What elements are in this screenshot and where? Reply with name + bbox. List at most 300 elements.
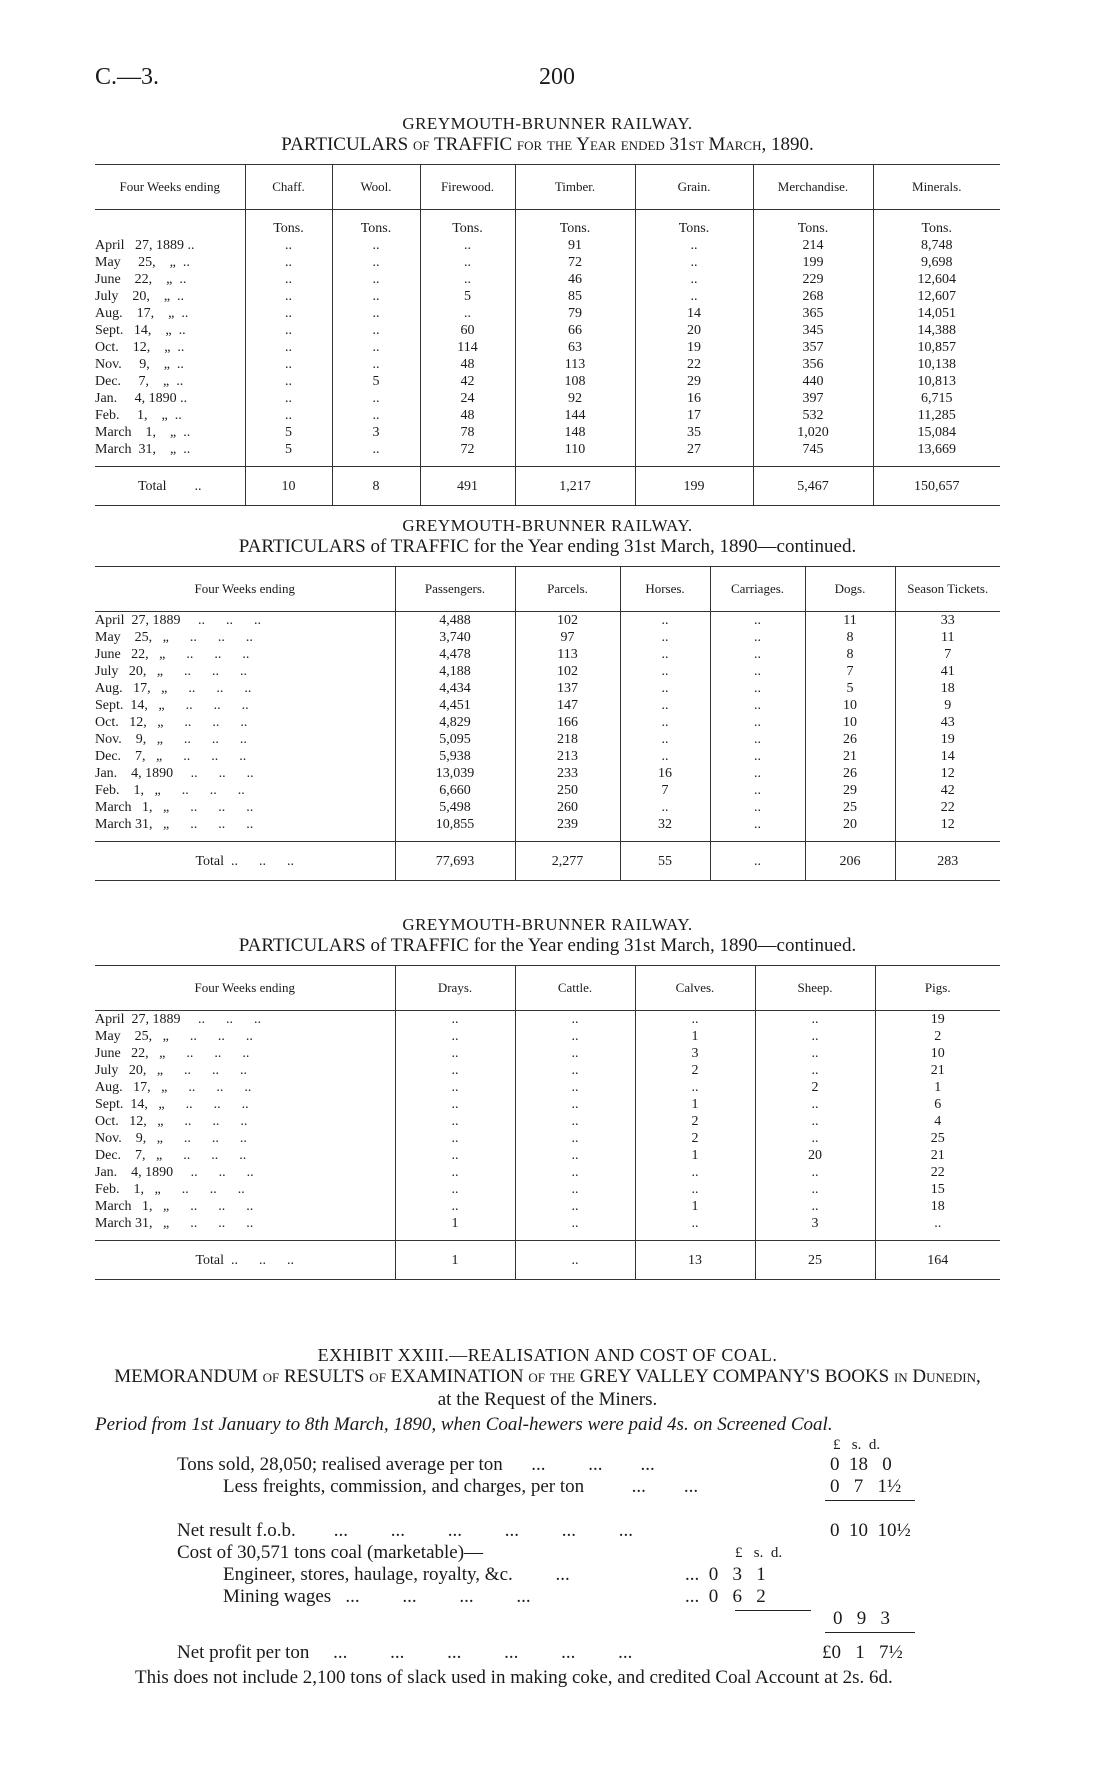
table-cell: 41	[895, 663, 1000, 680]
row-label: Nov. 9, „ .. .. ..	[95, 1131, 247, 1146]
row-label: Jan. 4, 1890 ..	[95, 391, 188, 406]
row-label: March 1, „ .. .. ..	[95, 800, 254, 815]
table-cell: 6,660	[395, 782, 515, 799]
coal-account	[95, 1436, 1000, 1666]
table-cell: ..	[395, 1164, 515, 1181]
table-cell: ..	[755, 1181, 875, 1198]
table-row	[95, 390, 1000, 407]
table2-subtitle: PARTICULARS of TRAFFIC for the Year ending 31st March, 1890—continued.	[238, 536, 857, 557]
table-row	[95, 1028, 1000, 1045]
column-header: Four Weeks ending	[95, 966, 395, 1011]
table-cell: ..	[332, 305, 420, 322]
table-row	[95, 1062, 1000, 1079]
table-cell: 268	[753, 288, 873, 305]
table-cell: ..	[420, 305, 515, 322]
table-cell: 14,051	[873, 305, 1000, 322]
table-cell: ..	[245, 373, 332, 390]
table-cell: ..	[332, 288, 420, 305]
table-cell: 166	[515, 714, 620, 731]
memo-line-1: MEMORANDUM of RESULTS of EXAMINATION of the GREY VALLEY COMPANY'S BOOKS in Dunedin,	[114, 1366, 981, 1387]
table-cell: 26	[805, 765, 895, 782]
table-cell: 66	[515, 322, 635, 339]
total-cell: 283	[895, 842, 1000, 881]
table-cell: 147	[515, 697, 620, 714]
table-cell: 29	[635, 373, 753, 390]
table-cell: 108	[515, 373, 635, 390]
page-number: 200	[539, 64, 575, 90]
table-cell: ..	[635, 1215, 755, 1241]
column-header: Minerals.	[873, 165, 1000, 210]
total-cell: 1,217	[515, 467, 635, 506]
table-cell: ..	[515, 1045, 635, 1062]
table-row	[95, 1113, 1000, 1130]
table-cell: 745	[753, 441, 873, 467]
table-cell: 3	[635, 1045, 755, 1062]
column-header: Merchandise.	[753, 165, 873, 210]
table-cell: 7	[620, 782, 710, 799]
table-cell: ..	[755, 1164, 875, 1181]
table-cell: 79	[515, 305, 635, 322]
table-cell: 5	[332, 373, 420, 390]
table-cell: 345	[753, 322, 873, 339]
table-cell: 2	[875, 1028, 1000, 1045]
table-cell: 5	[245, 424, 332, 441]
exhibit-title: EXHIBIT XXIII.—REALISATION AND COST OF COAL.	[317, 1345, 778, 1365]
column-header: Grain.	[635, 165, 753, 210]
row-label: July 20, „ .. .. ..	[95, 1063, 248, 1078]
table-row	[95, 1130, 1000, 1147]
table-row	[95, 322, 1000, 339]
table-cell: 1	[395, 1215, 515, 1241]
table-cell: 21	[805, 748, 895, 765]
total-cell: 55	[620, 842, 710, 881]
table-cell: ..	[710, 697, 805, 714]
table-cell: 5	[245, 441, 332, 467]
table-cell: ..	[245, 271, 332, 288]
table-cell: ..	[395, 1181, 515, 1198]
line-engineer: Engineer, stores, haulage, royalty, &c. ...	[223, 1564, 570, 1585]
amount-net-profit: £0 1 7½	[822, 1642, 903, 1663]
table-cell: ..	[515, 1028, 635, 1045]
table-cell: 5,095	[395, 731, 515, 748]
traffic-section-2	[95, 516, 1000, 881]
memo-line-2: at the Request of the Miners.	[437, 1389, 658, 1410]
table-cell: ..	[620, 680, 710, 697]
table-cell: ..	[395, 1028, 515, 1045]
table-row	[95, 254, 1000, 271]
table-cell: 4,451	[395, 697, 515, 714]
table3-title: GREYMOUTH-BRUNNER RAILWAY.	[402, 915, 693, 934]
row-label: June 22, „ ..	[95, 272, 187, 287]
row-label: July 20, „ .. .. ..	[95, 664, 248, 679]
table-cell: 63	[515, 339, 635, 356]
table-row	[95, 646, 1000, 663]
units-cell: Tons.	[873, 210, 1000, 238]
table2-body	[95, 612, 1000, 881]
table-cell: ..	[710, 799, 805, 816]
table-cell: ..	[620, 629, 710, 646]
table-cell: ..	[755, 1045, 875, 1062]
table-cell: 3,740	[395, 629, 515, 646]
column-header: Calves.	[635, 966, 755, 1011]
table3-subtitle: PARTICULARS of TRAFFIC for the Year ending 31st March, 1890—continued.	[238, 935, 857, 956]
table-cell: 24	[420, 390, 515, 407]
table-cell: 19	[635, 339, 753, 356]
table-row	[95, 1045, 1000, 1062]
row-label: Aug. 17, „ ..	[95, 306, 189, 321]
column-header: Horses.	[620, 567, 710, 612]
table-cell: 43	[895, 714, 1000, 731]
table-row	[95, 612, 1000, 630]
table-row	[95, 1164, 1000, 1181]
total-cell: 1	[395, 1241, 515, 1280]
amount-net-fob: 0 10 10½	[830, 1520, 911, 1541]
table-cell: ..	[710, 680, 805, 697]
row-label: March 31, „ .. .. ..	[95, 1216, 254, 1231]
table-cell: ..	[635, 1181, 755, 1198]
sum-rule	[825, 1500, 915, 1501]
table-cell: 22	[895, 799, 1000, 816]
total-row	[95, 1241, 1000, 1280]
table-cell: ..	[395, 1096, 515, 1113]
table-row	[95, 629, 1000, 646]
row-label: May 25, „ ..	[95, 255, 190, 270]
table-cell: 10	[805, 714, 895, 731]
table-cell: ..	[515, 1130, 635, 1147]
table-cell: 397	[753, 390, 873, 407]
total-row	[95, 467, 1000, 506]
table-row	[95, 1079, 1000, 1096]
table-cell: 144	[515, 407, 635, 424]
column-header: Chaff.	[245, 165, 332, 210]
table-row	[95, 271, 1000, 288]
table-cell: 213	[515, 748, 620, 765]
table-cell: 25	[875, 1130, 1000, 1147]
table-cell: 4,434	[395, 680, 515, 697]
table-cell: ..	[515, 1147, 635, 1164]
table-cell: 218	[515, 731, 620, 748]
table-cell: ..	[245, 356, 332, 373]
table-cell: ..	[395, 1198, 515, 1215]
row-label: Dec. 7, „ .. .. ..	[95, 749, 247, 764]
amount-tons-sold: 0 18 0	[830, 1454, 892, 1475]
table-cell: 12	[895, 765, 1000, 782]
table-row	[95, 663, 1000, 680]
line-cost: Cost of 30,571 tons coal (marketable)—	[177, 1542, 484, 1563]
table-cell: 113	[515, 646, 620, 663]
table-cell: 239	[515, 816, 620, 842]
table-row	[95, 441, 1000, 467]
column-header: Drays.	[395, 966, 515, 1011]
table-cell: 48	[420, 356, 515, 373]
table-cell: ..	[620, 612, 710, 630]
table-cell: 7	[895, 646, 1000, 663]
table-cell: ..	[635, 288, 753, 305]
table-cell: 20	[635, 322, 753, 339]
table-cell: ..	[332, 441, 420, 467]
table-cell: 19	[875, 1011, 1000, 1029]
table-cell: ..	[420, 271, 515, 288]
table-row	[95, 799, 1000, 816]
line-less-freights: Less freights, commission, and charges, per ton ... ...	[223, 1476, 699, 1497]
row-label: May 25, „ .. .. ..	[95, 1029, 253, 1044]
table-cell: 33	[895, 612, 1000, 630]
table-cell: 10,855	[395, 816, 515, 842]
units-cell	[95, 210, 245, 238]
traffic-table-2	[95, 566, 1000, 881]
table-cell: 92	[515, 390, 635, 407]
table-cell: 5	[420, 288, 515, 305]
table-cell: ..	[245, 322, 332, 339]
column-header: Four Weeks ending	[95, 165, 245, 210]
table-cell: 10,857	[873, 339, 1000, 356]
table-row	[95, 765, 1000, 782]
table-cell: 137	[515, 680, 620, 697]
table-row	[95, 1181, 1000, 1198]
table-cell: ..	[620, 731, 710, 748]
column-header: Firewood.	[420, 165, 515, 210]
traffic-section-1	[95, 114, 1000, 506]
total-label: Total ..	[95, 467, 245, 506]
table-cell: ..	[332, 339, 420, 356]
line-mining-wages: Mining wages ... ... ... ...	[223, 1586, 531, 1607]
total-cell: 77,693	[395, 842, 515, 881]
row-label: Dec. 7, „ .. .. ..	[95, 1148, 247, 1163]
table-cell: 17	[635, 407, 753, 424]
table2-title: GREYMOUTH-BRUNNER RAILWAY.	[402, 516, 693, 535]
traffic-table-3	[95, 965, 1000, 1280]
table-cell: 199	[753, 254, 873, 271]
row-label: March 31, „ ..	[95, 442, 191, 457]
total-cell: 206	[805, 842, 895, 881]
table-cell: 2	[755, 1079, 875, 1096]
column-header: Season Tickets.	[895, 567, 1000, 612]
table-cell: 8,748	[873, 237, 1000, 254]
table-cell: 29	[805, 782, 895, 799]
total-cell: 10	[245, 467, 332, 506]
table-cell: ..	[395, 1011, 515, 1029]
row-label: Feb. 1, „ ..	[95, 408, 182, 423]
table-cell: 1	[875, 1079, 1000, 1096]
traffic-table-1	[95, 164, 1000, 506]
table-cell: 3	[755, 1215, 875, 1241]
table-cell: 12	[895, 816, 1000, 842]
column-header: Timber.	[515, 165, 635, 210]
amount-less-freights: 0 7 1½	[830, 1476, 902, 1497]
table-cell: 15,084	[873, 424, 1000, 441]
sum-rule	[735, 1610, 811, 1611]
column-header: Carriages.	[710, 567, 805, 612]
table-cell: 6,715	[873, 390, 1000, 407]
row-label: March 1, „ .. .. ..	[95, 1199, 254, 1214]
table-cell: ..	[332, 356, 420, 373]
table-cell: ..	[420, 237, 515, 254]
total-cell: 164	[875, 1241, 1000, 1280]
table1-title: GREYMOUTH-BRUNNER RAILWAY.	[402, 114, 693, 133]
row-label: March 1, „ ..	[95, 425, 191, 440]
table-row	[95, 697, 1000, 714]
table-cell: 26	[805, 731, 895, 748]
table-cell: ..	[245, 254, 332, 271]
table-cell: 72	[420, 441, 515, 467]
table-cell: 42	[420, 373, 515, 390]
table-cell: 114	[420, 339, 515, 356]
table-cell: ..	[395, 1130, 515, 1147]
table-cell: 2	[635, 1062, 755, 1079]
table-cell: ..	[332, 254, 420, 271]
table-cell: 440	[753, 373, 873, 390]
table-cell: ..	[710, 612, 805, 630]
total-label: Total .. .. ..	[95, 1241, 395, 1280]
table-cell: ..	[395, 1079, 515, 1096]
table-cell: 1,020	[753, 424, 873, 441]
table-cell: ..	[515, 1198, 635, 1215]
table-cell: 32	[620, 816, 710, 842]
table-cell: ..	[332, 390, 420, 407]
table-cell: ..	[515, 1011, 635, 1029]
table-cell: 2	[635, 1130, 755, 1147]
traffic-section-3	[95, 915, 1000, 1280]
table-cell: 13,669	[873, 441, 1000, 467]
table-cell: ..	[395, 1147, 515, 1164]
table-cell: 8	[805, 629, 895, 646]
table-row	[95, 339, 1000, 356]
table-cell: 8	[805, 646, 895, 663]
table-row	[95, 356, 1000, 373]
table-cell: ..	[635, 254, 753, 271]
row-label: Aug. 17, „ .. .. ..	[95, 1080, 252, 1095]
table-cell: ..	[710, 663, 805, 680]
table-cell: 10	[875, 1045, 1000, 1062]
row-label: Jan. 4, 1890 .. .. ..	[95, 766, 254, 781]
units-cell: Tons.	[635, 210, 753, 238]
table-cell: ..	[635, 271, 753, 288]
table-cell: 15	[875, 1181, 1000, 1198]
table-cell: ..	[755, 1113, 875, 1130]
table-cell: 12,607	[873, 288, 1000, 305]
total-cell: 5,467	[753, 467, 873, 506]
row-label: July 20, „ ..	[95, 289, 185, 304]
table-row	[95, 424, 1000, 441]
table-cell: ..	[515, 1113, 635, 1130]
table-cell: 16	[635, 390, 753, 407]
total-cell: 150,657	[873, 467, 1000, 506]
total-cell: ..	[515, 1241, 635, 1280]
units-cell: Tons.	[332, 210, 420, 238]
table-cell: ..	[635, 1164, 755, 1181]
table-cell: ..	[245, 288, 332, 305]
table-cell: 10,138	[873, 356, 1000, 373]
table-cell: 85	[515, 288, 635, 305]
row-label: Nov. 9, „ ..	[95, 357, 184, 372]
table-cell: 22	[635, 356, 753, 373]
table-cell: 97	[515, 629, 620, 646]
table-cell: 20	[805, 816, 895, 842]
column-header: Wool.	[332, 165, 420, 210]
table-row	[95, 1096, 1000, 1113]
table-cell: ..	[395, 1113, 515, 1130]
table-cell: 7	[805, 663, 895, 680]
table-cell: ..	[710, 816, 805, 842]
table-cell: ..	[755, 1011, 875, 1029]
total-cell: ..	[710, 842, 805, 881]
table-row	[95, 1198, 1000, 1215]
amount-cost: 0 9 3	[833, 1608, 890, 1629]
table-cell: ..	[245, 237, 332, 254]
table-cell: ..	[245, 390, 332, 407]
table-row	[95, 1147, 1000, 1164]
row-label: April 27, 1889 ..	[95, 238, 195, 253]
row-label: Sept. 14, „ .. .. ..	[95, 1097, 249, 1112]
table2-header-row	[95, 567, 1000, 612]
table1-body	[95, 210, 1000, 506]
column-header: Parcels.	[515, 567, 620, 612]
line-net-profit: Net profit per ton ... ... ... ... ... ...	[177, 1642, 633, 1663]
table-cell: 4,188	[395, 663, 515, 680]
table1-subtitle: PARTICULARS of TRAFFIC for the Year ended 31st March, 1890.	[281, 134, 814, 155]
amount-engineer: ... 0 3 1	[685, 1564, 766, 1585]
table-cell: 10	[805, 697, 895, 714]
table-cell: 10,813	[873, 373, 1000, 390]
table-cell: 16	[620, 765, 710, 782]
table-cell: 233	[515, 765, 620, 782]
table-cell: ..	[620, 714, 710, 731]
table-cell: ..	[755, 1130, 875, 1147]
table-row	[95, 714, 1000, 731]
line-tons-sold: Tons sold, 28,050; realised average per ton ... ... ...	[177, 1454, 655, 1475]
exhibit-section	[95, 1345, 1000, 1689]
row-label: April 27, 1889 .. .. ..	[95, 1012, 262, 1027]
table-row	[95, 1215, 1000, 1241]
table-cell: ..	[620, 646, 710, 663]
table-row	[95, 288, 1000, 305]
inner-lsd-header: £ s. d.	[735, 1545, 783, 1561]
table-cell: 14,388	[873, 322, 1000, 339]
table-cell: 18	[875, 1198, 1000, 1215]
table-cell: ..	[620, 799, 710, 816]
table-cell: ..	[245, 305, 332, 322]
column-header: Passengers.	[395, 567, 515, 612]
table-row	[95, 305, 1000, 322]
table-row	[95, 816, 1000, 842]
table-cell: ..	[875, 1215, 1000, 1241]
row-label: Sept. 14, „ .. .. ..	[95, 698, 249, 713]
total-cell: 8	[332, 467, 420, 506]
total-cell: 2,277	[515, 842, 620, 881]
table-cell: 148	[515, 424, 635, 441]
table-cell: ..	[620, 663, 710, 680]
row-label: April 27, 1889 .. .. ..	[95, 613, 262, 628]
table-cell: 25	[805, 799, 895, 816]
row-label: June 22, „ .. .. ..	[95, 647, 250, 662]
table-cell: ..	[332, 271, 420, 288]
table-cell: 91	[515, 237, 635, 254]
table-cell: 365	[753, 305, 873, 322]
table-cell: 102	[515, 663, 620, 680]
table-cell: 102	[515, 612, 620, 630]
table-cell: ..	[755, 1062, 875, 1079]
table-cell: ..	[332, 407, 420, 424]
table1-header-row	[95, 165, 1000, 210]
table-cell: ..	[332, 237, 420, 254]
row-label: Oct. 12, „ ..	[95, 340, 185, 355]
table-cell: 78	[420, 424, 515, 441]
table-cell: 5,938	[395, 748, 515, 765]
table-cell: 3	[332, 424, 420, 441]
table-cell: ..	[710, 629, 805, 646]
table-cell: ..	[245, 339, 332, 356]
table-cell: 9,698	[873, 254, 1000, 271]
